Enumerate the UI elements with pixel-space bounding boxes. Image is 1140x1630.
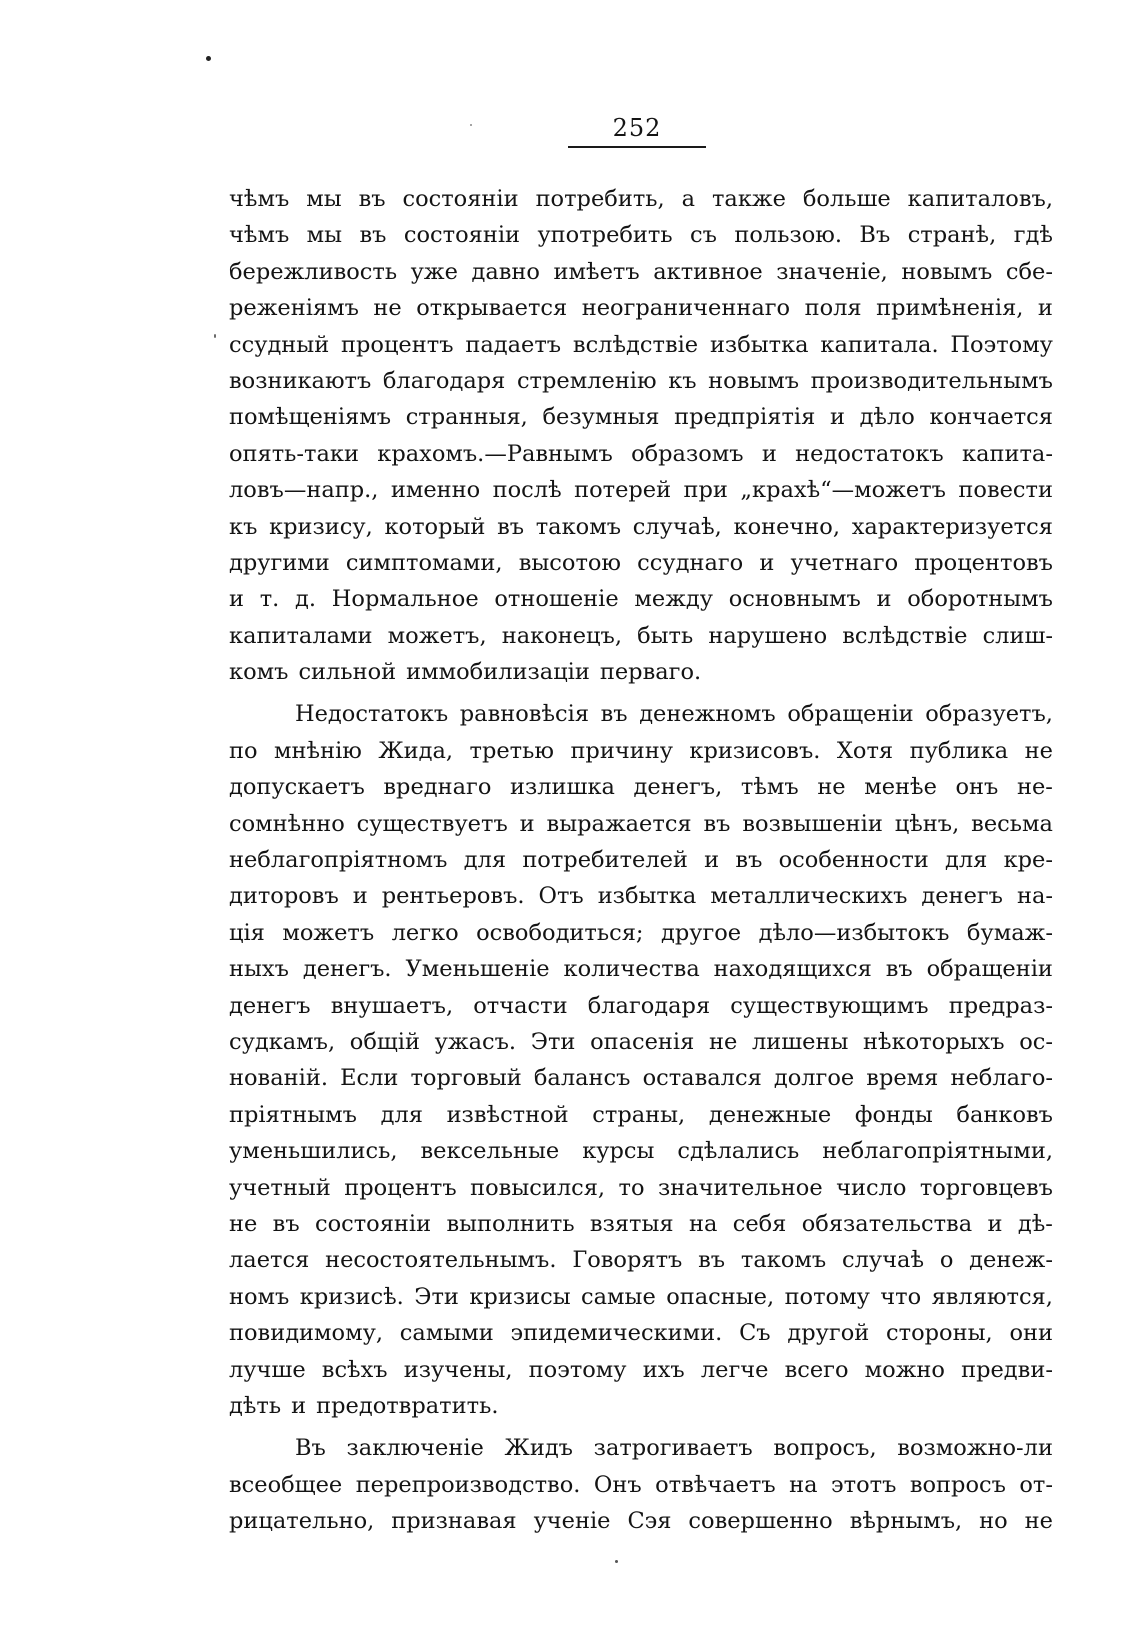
text-line: по мнѣнiю Жида, третью причину кризисовъ. Хотя публика не [229, 737, 1053, 764]
ink-speck [470, 124, 472, 126]
text-line: рицательно, признавая ученiе Сэя совершенно вѣрнымъ, но не [229, 1508, 1053, 1535]
text-line: опять-таки крахомъ.—Равнымъ образомъ и недостатокъ капита- [229, 440, 1053, 467]
text-line: возникаютъ благодаря стремленiю къ новымъ производительнымъ [229, 367, 1053, 394]
ink-speck [206, 56, 211, 61]
page-number: 252 [612, 114, 662, 142]
text-line: чѣмъ мы въ состоянiи потребить, а также больше капиталовъ, [229, 186, 1053, 212]
header-rule [568, 146, 706, 148]
paragraph [229, 1430, 1053, 1539]
paragraph [229, 696, 1053, 1424]
text-line: лается несостоятельнымъ. Говорятъ въ такомъ случаѣ о денеж- [229, 1247, 1053, 1274]
text-line: лучше всѣхъ изучены, поэтому ихъ легче всего можно предви- [229, 1356, 1053, 1383]
text-line: комъ сильной иммобилизацiи перваго. [229, 659, 702, 686]
text-line: учетный процентъ повысился, то значительное число торговцевъ [229, 1174, 1053, 1201]
text-line: диторовъ и рентьеровъ. Отъ избытка металлическихъ денегъ на- [229, 883, 1053, 910]
ink-speck [214, 334, 216, 338]
text-line: денегъ внушаетъ, отчасти благодаря существующимъ предраз- [229, 992, 1053, 1019]
text-line: сомнѣнно существуетъ и выражается въ возвышенiи цѣнъ, весьма [229, 810, 1053, 837]
text-line: къ кризису, который въ такомъ случаѣ, конечно, характеризуется [229, 513, 1053, 540]
text-line: капиталами можетъ, наконецъ, быть нарушено вслѣдствiе слиш- [229, 622, 1053, 649]
text-line: чѣмъ мы въ состоянiи употребить съ пользою. Въ странѣ, гдѣ [229, 222, 1053, 249]
text-line: судкамъ, общiй ужасъ. Эти опасенiя не лишены нѣкоторыхъ ос- [229, 1028, 1053, 1055]
text-line: и т. д. Нормальное отношенiе между основнымъ и оборотнымъ [229, 586, 1053, 613]
ink-speck [615, 1560, 618, 1563]
text-line: ссудный процентъ падаетъ вслѣдствiе избытка капитала. Поэтому [229, 331, 1053, 358]
body-text [229, 181, 1053, 1539]
text-line: допускаетъ вреднаго излишка денегъ, тѣмъ не менѣе онъ не- [229, 774, 1053, 801]
text-line: повидимому, самыми эпидемическими. Съ другой стороны, они [229, 1320, 1053, 1347]
text-line: прiятнымъ для извѣстной страны, денежные фонды банковъ [229, 1101, 1053, 1128]
text-line: помѣщенiямъ странныя, безумныя предпрiятiя и дѣло кончается [229, 404, 1053, 431]
text-line: другими симптомами, высотою ссуднаго и учетнаго процентовъ [229, 549, 1053, 576]
text-line: не въ состоянiи выполнить взятыя на себя обязательства и дѣ- [229, 1210, 1053, 1237]
text-line: реженiямъ не открывается неограниченнаго поля примѣненiя, и [229, 295, 1053, 322]
text-line: цiя можетъ легко освободиться; другое дѣло—избытокъ бумаж- [229, 919, 1053, 946]
text-line: дѣть и предотвратить. [229, 1392, 499, 1419]
text-line: Недостатокъ равновѣсiя въ денежномъ обращенiи образуетъ, [295, 701, 1053, 728]
text-line: бережливость уже давно имѣетъ активное значенiе, новымъ сбе- [229, 258, 1053, 285]
text-line: неблагопрiятномъ для потребителей и въ особенности для кре- [229, 847, 1053, 874]
text-line: всеобщее перепроизводство. Онъ отвѣчаетъ на этотъ вопросъ от- [229, 1471, 1053, 1498]
paragraph [229, 181, 1053, 690]
text-line: номъ кризисѣ. Эти кризисы самые опасные, потому что являются, [229, 1283, 1053, 1310]
text-line: уменьшились, вексельные курсы сдѣлались неблагопрiятными, [229, 1138, 1053, 1165]
page-header [568, 112, 706, 148]
text-line: нованiй. Если торговый балансъ оставался долгое время неблаго- [229, 1065, 1053, 1092]
text-line: ныхъ денегъ. Уменьшенiе количества находящихся въ обращенiи [229, 956, 1053, 983]
text-line: ловъ—напр., именно послѣ потерей при „крахѣ“—можетъ повести [229, 477, 1053, 504]
text-line: Въ заключенiе Жидъ затрогиваетъ вопросъ, возможно-ли [295, 1435, 1053, 1462]
